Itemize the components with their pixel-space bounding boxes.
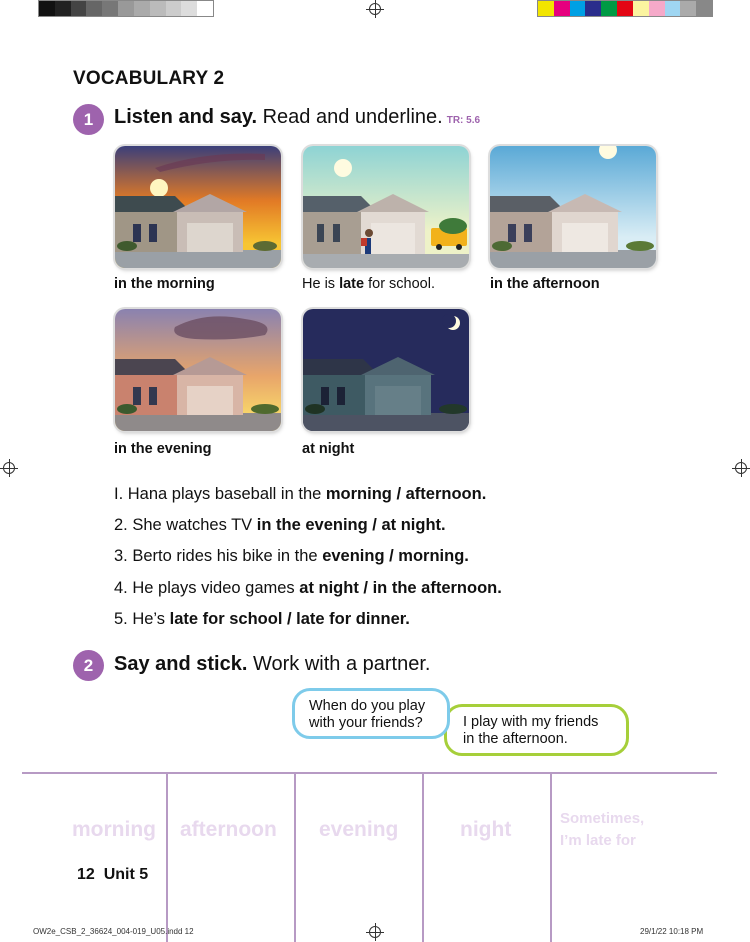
sentence-3: 3. Berto rides his bike in the evening / morning. [114,547,469,565]
underline-choice[interactable]: evening / morning. [322,547,469,565]
caption-late-for-school: He is late for school. [302,276,435,292]
caption-morning: in the morning [114,276,215,292]
sticker-slot-evening[interactable]: evening [319,818,399,841]
registration-mark-icon [369,926,381,938]
activity-1-heading [114,106,480,129]
sentence-1: I. Hana plays baseball in the morning / afternoon. [114,485,487,503]
caption-evening: in the evening [114,441,212,457]
underline-choice[interactable]: at night / in the afternoon. [299,579,502,597]
caption-afternoon: in the afternoon [490,276,600,292]
activity-number-badge: 2 [73,650,104,681]
activity-1-instruction: Read and underline. [257,106,443,128]
registration-mark-icon [3,462,15,474]
sticker-slot-night[interactable]: night [460,818,512,841]
activity-2-title: Say and stick. [114,653,248,675]
sticker-divider [294,772,296,942]
sticker-slot-morning[interactable]: morning [72,818,156,841]
track-number: TR: 5.6 [446,115,481,126]
underline-choice[interactable]: in the evening / at night. [256,516,446,534]
sentence-4: 4. He plays video games at night / in the afternoon. [114,579,502,597]
sticker-divider [166,772,168,942]
activity-number-badge: 1 [73,104,104,135]
picture-morning [115,146,281,268]
speech-bubble-question: When do you play with your friends? [292,688,450,739]
grayscale-bar [38,0,214,17]
picture-night [303,309,469,431]
sentence-2: 2. She watches TV in the evening / at night. [114,516,446,534]
sentence-5: 5. He’s late for school / late for dinner. [114,610,410,628]
caption-night: at night [302,441,355,457]
color-bar [537,0,713,17]
sticker-slot-afternoon[interactable]: afternoon [180,818,277,841]
underline-choice[interactable]: late for school / late for dinner. [169,610,410,628]
sticker-area-border [22,772,717,774]
activity-2-heading [114,653,430,676]
registration-mark-icon [369,3,381,15]
sticker-divider [550,772,552,942]
activity-2-instruction: Work with a partner. [247,653,431,675]
underline-choice[interactable]: morning / afternoon. [325,485,487,503]
speech-bubble-answer: I play with my friends in the afternoon. [444,704,629,756]
section-title: VOCABULARY 2 [73,68,225,89]
picture-afternoon [490,146,656,268]
page-number: 12 Unit 5 [77,866,149,883]
picture-evening [115,309,281,431]
sticker-divider [422,772,424,942]
footer-timestamp: 29/1/22 10:18 PM [640,927,704,936]
sticker-slot-late[interactable]: Sometimes, I’m late for [560,810,645,849]
footer-file-info: OW2e_CSB_2_36624_004-019_U05.indd 12 [33,927,194,936]
picture-late-for-school [303,146,469,268]
registration-mark-icon [735,462,747,474]
activity-1-title: Listen and say. [114,106,258,128]
